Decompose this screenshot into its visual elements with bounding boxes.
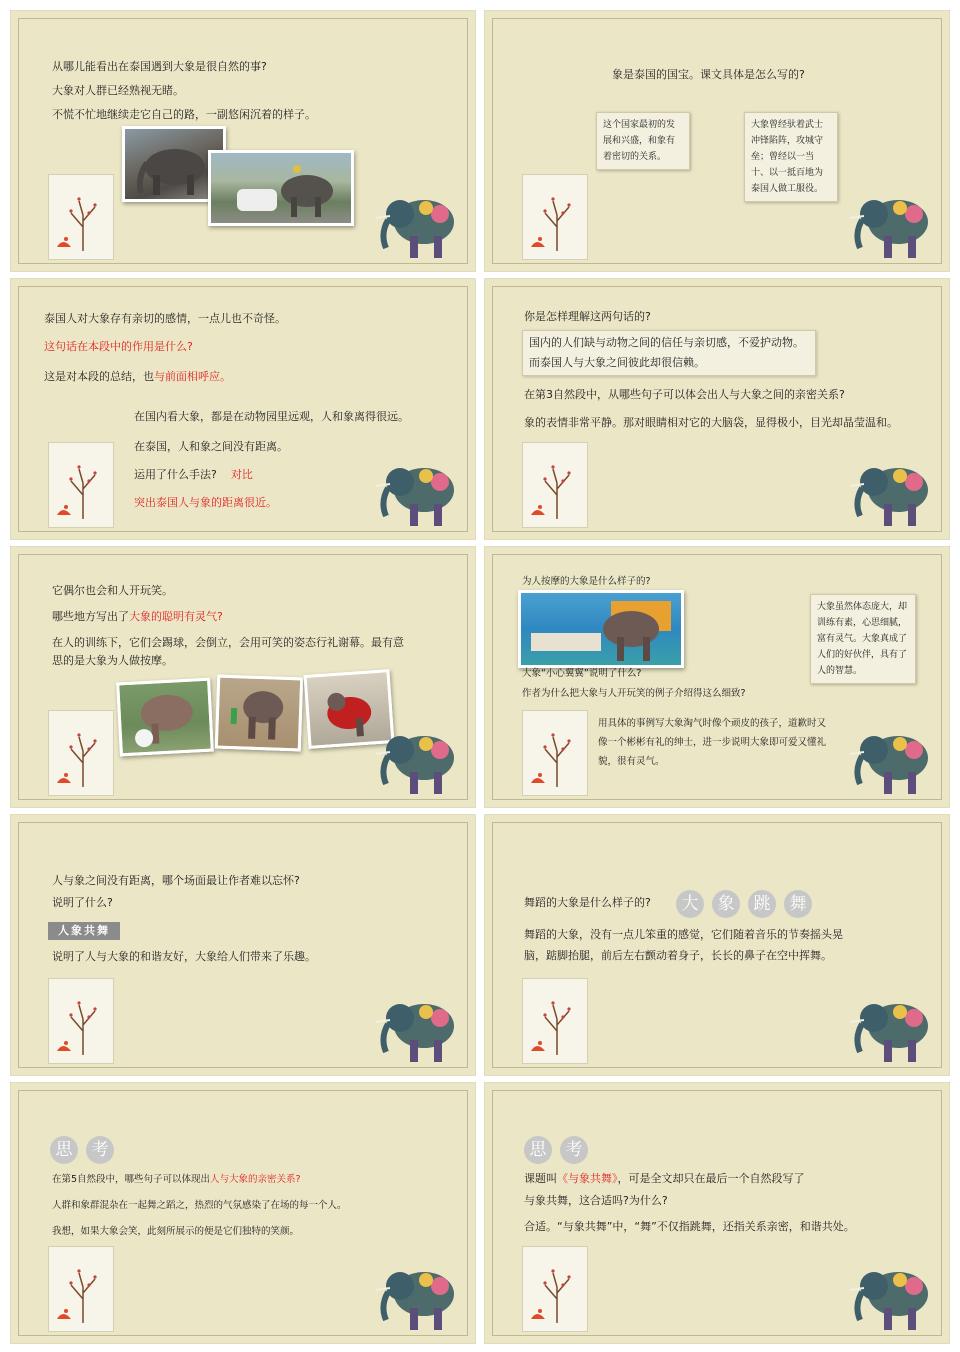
elephant-decoration xyxy=(370,458,462,530)
question-text: 在第5自然段中，哪些句子可以体现出 xyxy=(52,1174,211,1185)
elephant-decoration xyxy=(370,1262,462,1334)
answer: 我想，如果大象会笑，此刻所展示的便是它们独特的笑颜。 xyxy=(52,1226,300,1237)
question-highlight: 人与大象的亲密关系? xyxy=(210,1174,301,1185)
question: 人与象之间没有距离，哪个场面最让作者难以忘怀? xyxy=(52,874,300,887)
question: 大象“小心翼翼”说明了什么? xyxy=(522,668,642,679)
elephant-decoration xyxy=(844,458,936,530)
elephant-road-photo xyxy=(208,150,354,226)
title-circle: 大 xyxy=(676,890,704,918)
text-line: 不慌不忙地继续走它自己的路，一副悠闲沉着的样子。 xyxy=(52,108,316,121)
quote-box xyxy=(522,330,816,376)
answer: 突出泰国人与象的距离很近。 xyxy=(134,496,277,509)
answer: 舞蹈的大象，没有一点儿笨重的感觉，它们随着音乐的节奏摇头晃脑，踮脚抬腿，前后左右颤动着身子，长长的鼻子在空中挥舞。 xyxy=(524,928,843,962)
question-text: ，可是全文却只在最后一个自然段写了 xyxy=(617,1172,805,1185)
question: 这句话在本段中的作用是什么? xyxy=(44,340,193,353)
question xyxy=(52,608,223,626)
question: 你是怎样理解这两句话的? xyxy=(524,310,651,323)
question-text: 哪些地方写出了 xyxy=(52,610,129,623)
question: 作者为什么把大象与人开玩笑的例子介绍得这么细致? xyxy=(522,688,746,699)
text-line: 大象对人群已经熟视无睹。 xyxy=(52,84,184,97)
slide-6[interactable] xyxy=(484,546,950,808)
tree-decoration xyxy=(48,442,114,528)
tree-decoration xyxy=(48,710,114,796)
elephant-massage-photo xyxy=(518,590,684,668)
tree-decoration xyxy=(522,978,588,1064)
question: 象是泰国的国宝。课文具体是怎么写的? xyxy=(612,68,805,81)
text-line: 它偶尔也会和人开玩笑。 xyxy=(52,584,173,597)
quote-line: 国内的人们缺与动物之间的信任与亲切感，不爱护动物。 xyxy=(529,336,804,349)
slide-4[interactable] xyxy=(484,278,950,540)
slide-9[interactable] xyxy=(10,1082,476,1344)
elephant-decoration xyxy=(844,190,936,262)
title-circle: 思 xyxy=(524,1136,552,1164)
answer: 人群和象群混杂在一起舞之蹈之，热烈的气氛感染了在场的每一个人。 xyxy=(52,1200,347,1211)
quote-line: 而泰国人与大象之间彼此却很信赖。 xyxy=(529,356,705,369)
question xyxy=(52,1172,301,1188)
answer: 在人的训练下，它们会踢球，会倒立，会用可笑的姿态行礼谢幕。最有意思的是大象为人做按摩。 xyxy=(52,636,404,667)
question: 在第3自然段中，从哪些句子可以体会出人与大象之间的亲密关系? xyxy=(524,388,845,401)
question-highlight: 大象的聪明有灵气? xyxy=(129,610,223,623)
title-circle: 跳 xyxy=(748,890,776,918)
tree-decoration xyxy=(48,1246,114,1332)
slide-5[interactable] xyxy=(10,546,476,808)
answer: 说明了人与大象的和谐友好，大象给人们带来了乐趣。 xyxy=(52,950,316,963)
title-circle: 思 xyxy=(50,1136,78,1164)
topic-tag: 人象共舞 xyxy=(48,922,120,940)
elephant-ball-photo xyxy=(116,678,214,757)
elephant-decoration xyxy=(370,190,462,262)
elephant-decoration xyxy=(844,726,936,798)
tree-decoration xyxy=(522,710,588,796)
question: 为人按摩的大象是什么样子的? xyxy=(522,576,651,587)
slide-10[interactable] xyxy=(484,1082,950,1344)
tree-decoration xyxy=(48,174,114,260)
question-text: 运用了什么手法? xyxy=(134,468,217,481)
title-circle: 考 xyxy=(560,1136,588,1164)
text-line: 在泰国，人和象之间没有距离。 xyxy=(134,440,288,453)
note-card: 这个国家最初的发展和兴盛，和象有着密切的关系。 xyxy=(596,112,690,170)
tree-decoration xyxy=(522,442,588,528)
slide-3[interactable] xyxy=(10,278,476,540)
answer: 合适。“与象共舞”中，“舞”不仅指跳舞，还指关系亲密，和谐共处。 xyxy=(524,1220,855,1233)
note-card: 大象曾经驮着武士冲锋陷阵，攻城守垒；曾经以一当十、以一抵百地为泰国人做工服役。 xyxy=(744,112,838,202)
text-line: 泰国人对大象存有亲切的感情，一点儿也不奇怪。 xyxy=(44,312,286,325)
elephant-decoration xyxy=(370,994,462,1066)
answer: 象的表情非常平静。那对眼睛相对它的大脑袋，显得极小，目光却晶莹温和。 xyxy=(524,416,898,429)
question: 与象共舞，这合适吗?为什么? xyxy=(524,1194,668,1207)
elephant-decoration xyxy=(844,994,936,1066)
question-text: 课题叫 xyxy=(524,1172,557,1185)
slide-1[interactable] xyxy=(10,10,476,272)
question xyxy=(524,1170,805,1188)
elephant-handstand-photo xyxy=(215,675,304,752)
title-circle: 舞 xyxy=(784,890,812,918)
answer-highlight: 对比 xyxy=(230,468,253,481)
question: 说明了什么? xyxy=(52,896,113,909)
tree-decoration xyxy=(522,1246,588,1332)
answer-text: 这是对本段的总结，也 xyxy=(44,370,154,383)
slide-8[interactable] xyxy=(484,814,950,1076)
question: 从哪儿能看出在泰国遇到大象是很自然的事? xyxy=(52,60,267,73)
elephant-decoration xyxy=(370,726,462,798)
tree-decoration xyxy=(48,978,114,1064)
title-circle: 象 xyxy=(712,890,740,918)
question: 舞蹈的大象是什么样子的? xyxy=(524,896,651,909)
text-line xyxy=(134,466,253,484)
tree-decoration xyxy=(522,174,588,260)
text-line: 在国内看大象，都是在动物园里远观，人和象离得很远。 xyxy=(134,410,409,423)
slide-2[interactable] xyxy=(484,10,950,272)
answer xyxy=(44,368,231,386)
question-highlight: 《与象共舞》 xyxy=(557,1172,618,1185)
title-circle: 考 xyxy=(86,1136,114,1164)
elephant-decoration xyxy=(844,1262,936,1334)
slide-7[interactable] xyxy=(10,814,476,1076)
answer: 用具体的事例写大象淘气时像个顽皮的孩子，道歉时又像一个彬彬有礼的绅士，进一步说明大象即可爱又懂礼貌，很有灵气。 xyxy=(598,718,827,767)
note-card: 大象虽然体态庞大，却训练有素，心思细腻，富有灵气。大象真成了人们的好伙伴，具有了人的智慧。 xyxy=(810,594,916,684)
answer-highlight: 与前面相呼应。 xyxy=(154,370,231,383)
